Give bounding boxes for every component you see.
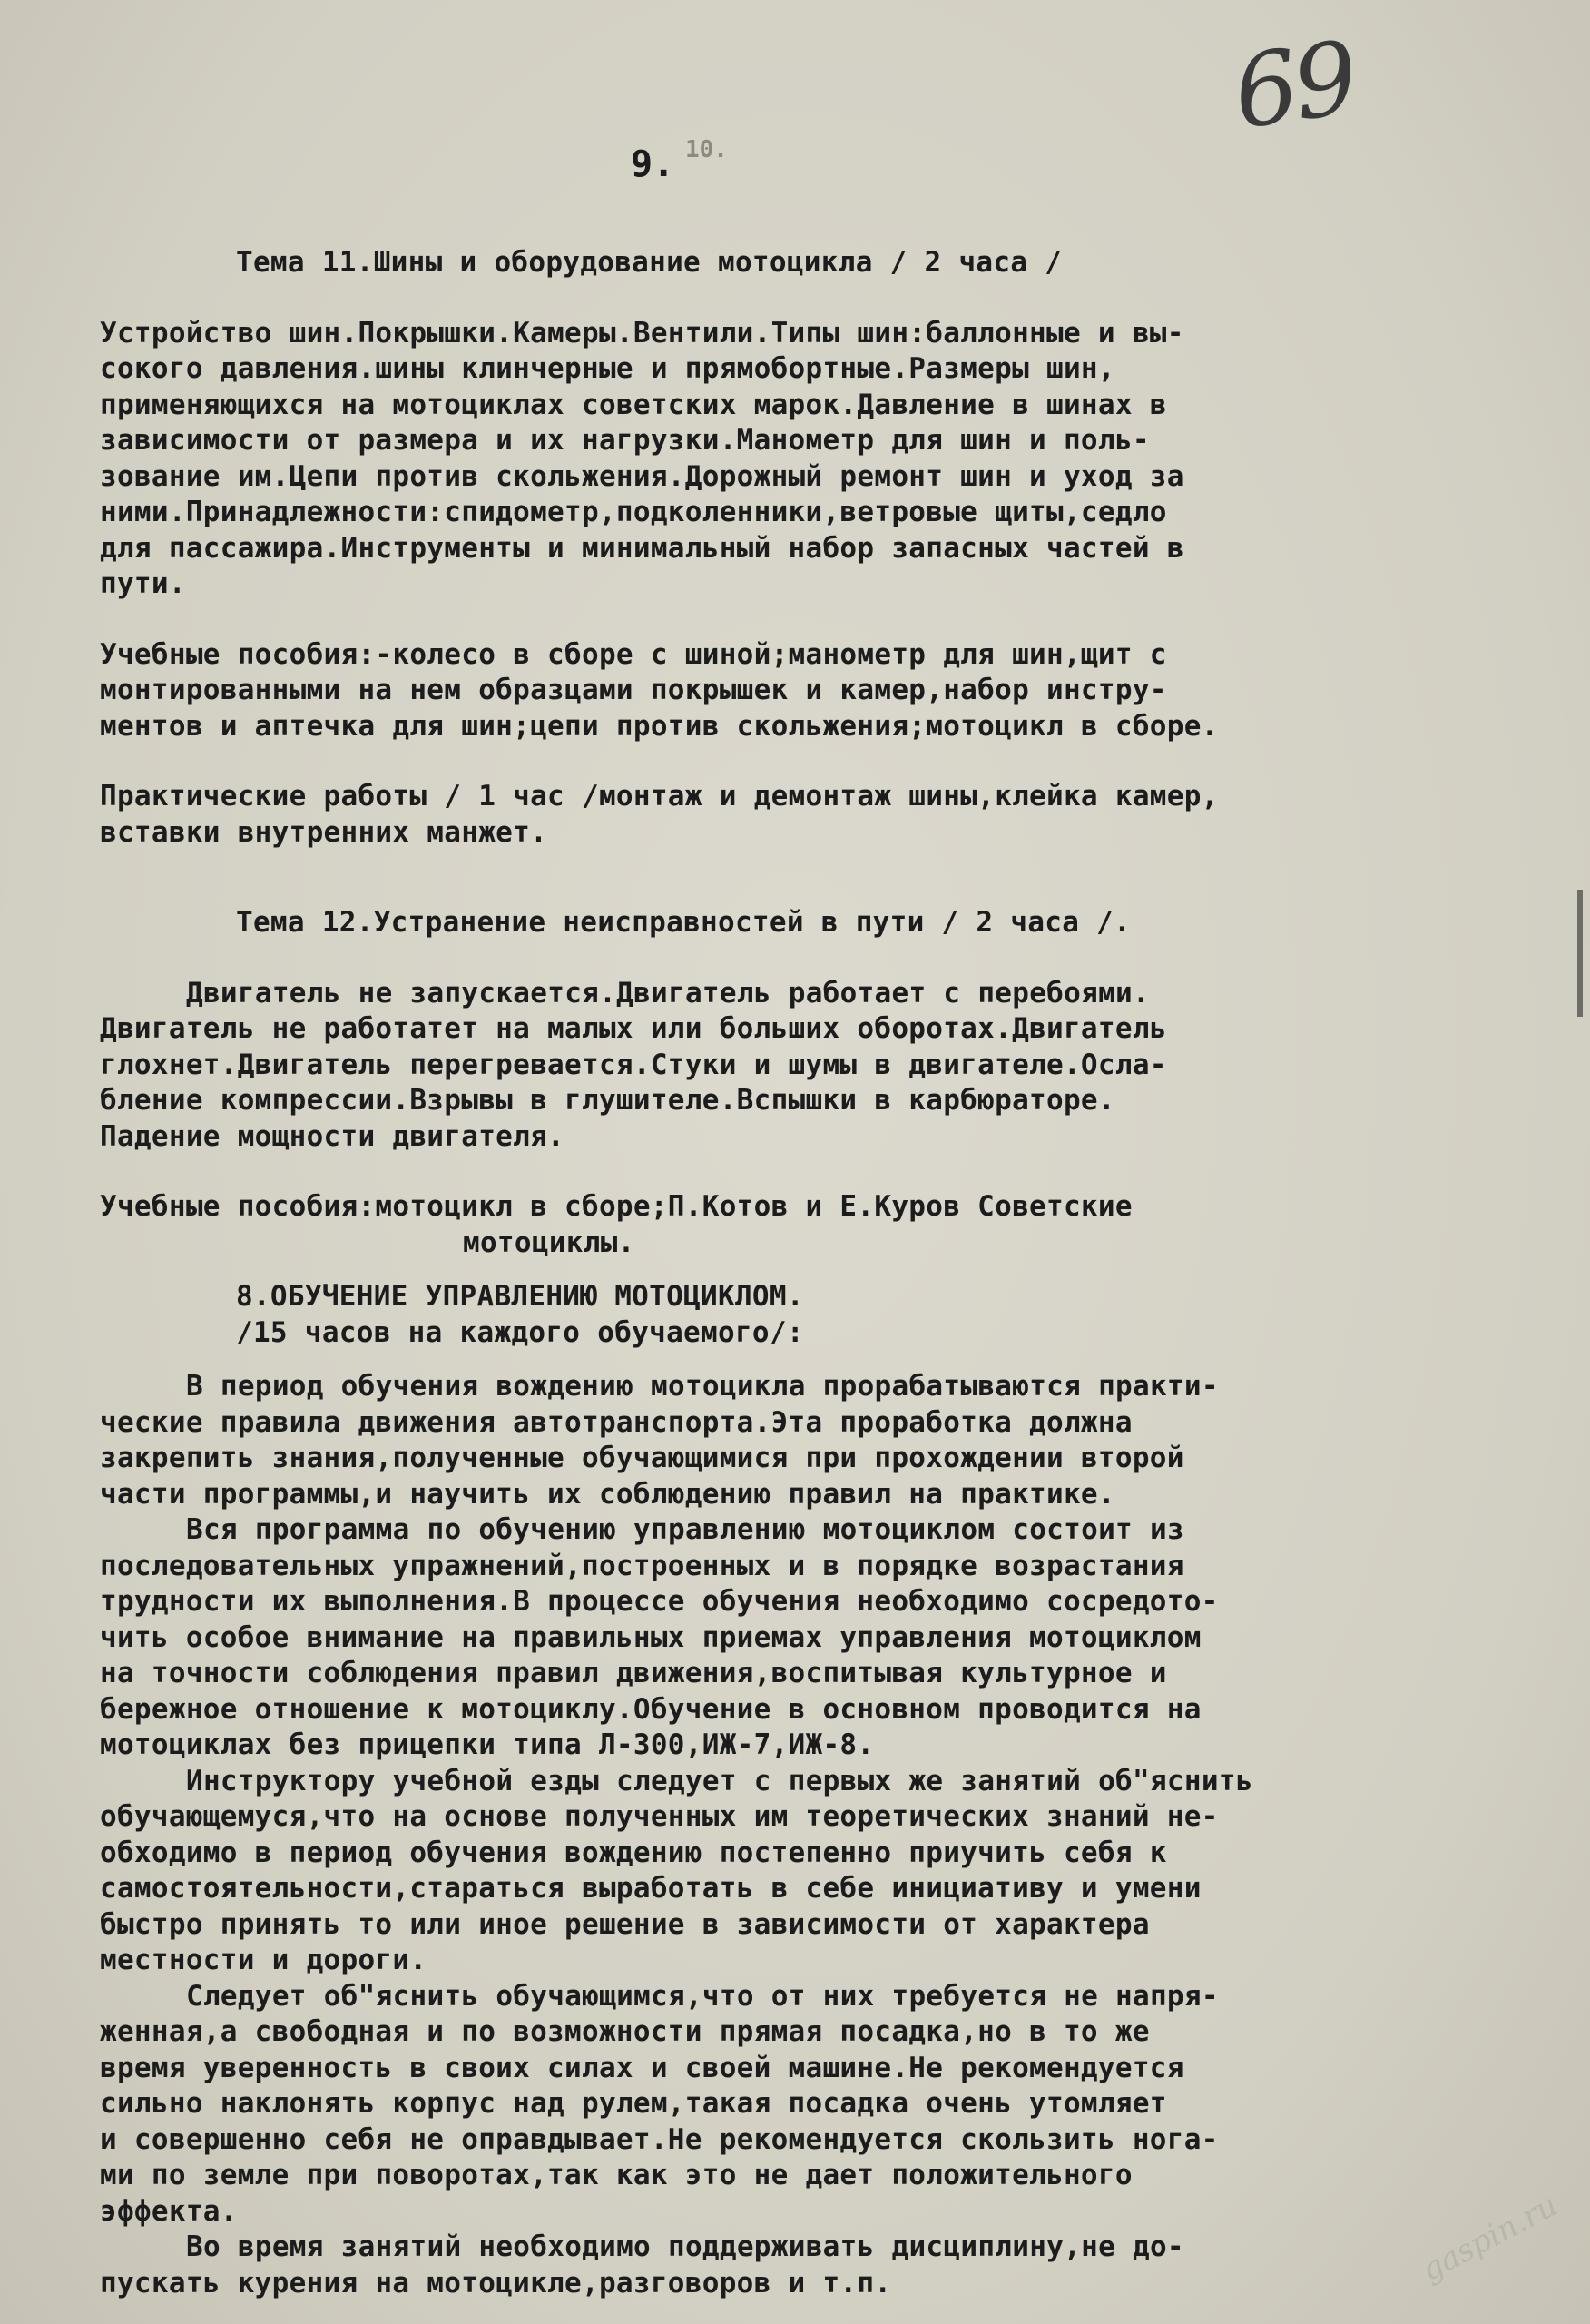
section-12-title: Тема 12.Устранение неисправностей в пути / 2 часа /. <box>236 906 1132 939</box>
text-line: Учебные пособия:мотоцикл в сборе;П.Котов и Е.Куров Советские <box>100 1190 1133 1223</box>
text-line: эффекта. <box>100 2194 238 2228</box>
text-line: для пассажира.Инструменты и минимальный набор запасных частей в <box>100 531 1184 565</box>
text-line: Устройство шин.Покрышки.Камеры.Вентили.Типы шин:баллонные и вы- <box>100 316 1184 350</box>
section-8-paragraph <box>100 1979 1561 2230</box>
text-line: вставки внутренних манжет. <box>100 815 548 849</box>
text-line: Двигатель не работатет на малых или больших оборотах.Двигатель <box>100 1012 1167 1045</box>
page-number: 9. <box>631 143 675 185</box>
text-line: чить особое внимание на правильных приемах управления мотоциклом <box>100 1620 1202 1654</box>
section-12-aids <box>100 1189 1561 1261</box>
text-line: ментов и аптечка для шин;цепи против скольжения;мотоцикл в сборе. <box>100 709 1219 743</box>
text-line: мотоциклах без прицепки типа Л-300,ИЖ-7,ИЖ-8. <box>100 1728 875 1761</box>
text-line: время уверенность в своих силах и своей машине.Не рекомендуется <box>100 2051 1184 2084</box>
text-line: ческие правила движения автотранспорта.Эта проработка должна <box>100 1405 1133 1439</box>
site-watermark: gaspin.ru <box>1416 2187 1564 2289</box>
section-11-body <box>100 316 1561 603</box>
text-line: последовательных упражнений,построенных и в порядке возрастания <box>100 1549 1184 1582</box>
section-11-title: Тема 11.Шины и оборудование мотоцикла / 2 часа / <box>236 246 1063 279</box>
section-8-paragraph <box>100 1764 1561 1979</box>
text-line: глохнет.Двигатель перегревается.Стуки и шумы в двигателе.Осла- <box>100 1048 1167 1081</box>
text-line: монтированными на нем образцами покрышек и камер,набор инстру- <box>100 674 1167 706</box>
text-line: Двигатель не запускается.Двигатель работает с перебоями. <box>186 976 1150 1009</box>
section-12-body <box>100 976 1561 1156</box>
text-line: Практические работы / 1 час /монтаж и демонтаж шины,клейка камер, <box>100 780 1219 812</box>
text-line: сокого давления.шины клинчерные и прямобортные.Размеры шин, <box>100 352 1115 385</box>
section-8-paragraph <box>100 1369 1561 1512</box>
text-line: мотоциклы. <box>463 1226 635 1259</box>
text-line: Во время занятий необходимо поддерживать дисциплину,не до- <box>186 2230 1184 2263</box>
section-8-paragraph <box>100 1512 1561 1764</box>
text-line: на точности соблюдения правил движения,воспитывая культурное и <box>100 1657 1167 1689</box>
text-line: Инструктору учебной езды следует с первых же занятий об"яснить <box>186 1764 1253 1797</box>
text-line: пути. <box>100 567 186 600</box>
text-line: бережное отношение к мотоциклу.Обучение в основном проводится на <box>100 1692 1202 1726</box>
text-line: женная,а свободная и по возможности прямая посадка,но в то же <box>100 2015 1150 2048</box>
text-line: обходимо в период обучения вождению постепенно приучить себя к <box>100 1836 1167 1869</box>
text-line: трудности их выполнения.В процессе обучения необходимо сосредото- <box>100 1585 1219 1618</box>
text-line: бление компрессии.Взрывы в глушителе.Вспышки в карбюраторе. <box>100 1084 1115 1117</box>
text-line: пускать курения на мотоцикле,разговоров и т.п. <box>100 2266 892 2299</box>
section-8-heading: 8.ОБУЧЕНИЕ УПРАВЛЕНИЮ МОТОЦИКЛОМ. <box>236 1280 804 1313</box>
handwritten-page-number: 69 <box>1226 19 1362 152</box>
section-11-practice <box>100 779 1561 851</box>
text-line: Учебные пособия:-колесо в сборе с шиной;манометр для шин,щит с <box>100 637 1167 671</box>
text-line: применяющихся на мотоциклах советских марок.Давление в шинах в <box>100 388 1167 421</box>
text-line: части программы,и научить их соблюдению правил на практике. <box>100 1477 1115 1511</box>
text-line: обучающемуся,что на основе полученных им теоретических знаний не- <box>100 1800 1219 1833</box>
text-line: зависимости от размера и их нагрузки.Манометр для шин и поль- <box>100 424 1150 457</box>
text-line: В период обучения вождению мотоцикла прорабатываются практи- <box>186 1370 1219 1403</box>
text-line: зование им.Цепи против скольжения.Дорожный ремонт шин и уход за <box>100 459 1184 493</box>
text-line: сильно наклонять корпус над рулем,такая посадка очень утомляет <box>100 2087 1167 2120</box>
text-line: Вся программа по обучению управлению мотоциклом состоит из <box>186 1513 1184 1546</box>
text-line: Падение мощности двигателя. <box>100 1119 565 1153</box>
section-11-aids <box>100 637 1561 745</box>
section-8-paragraph <box>100 2230 1561 2301</box>
text-line: и совершенно себя не оправдывает.Не рекомендуется скользить нога- <box>100 2122 1219 2156</box>
ghost-page-number: 10. <box>685 136 728 163</box>
text-line: быстро принять то или иное решение в зависимости от характера <box>100 1907 1150 1941</box>
section-8-subheading: /15 часов на каждого обучаемого/: <box>236 1315 804 1349</box>
text-line: самостоятельности,стараться выработать в себе инициативу и умени <box>100 1872 1202 1905</box>
text-line: местности и дороги. <box>100 1944 427 1976</box>
text-line: Следует об"яснить обучающимся,что от них требуется не напря- <box>186 1979 1219 2013</box>
text-line: ними.Принадлежности:спидометр,подколенники,ветровые щиты,седло <box>100 496 1167 528</box>
edge-mark <box>1577 890 1583 1017</box>
typed-text-body <box>100 245 1561 2301</box>
text-line: ми по земле при поворотах,так как это не дает положительного <box>100 2159 1133 2191</box>
text-line: закрепить знания,полученные обучающимися при прохождении второй <box>100 1442 1184 1474</box>
